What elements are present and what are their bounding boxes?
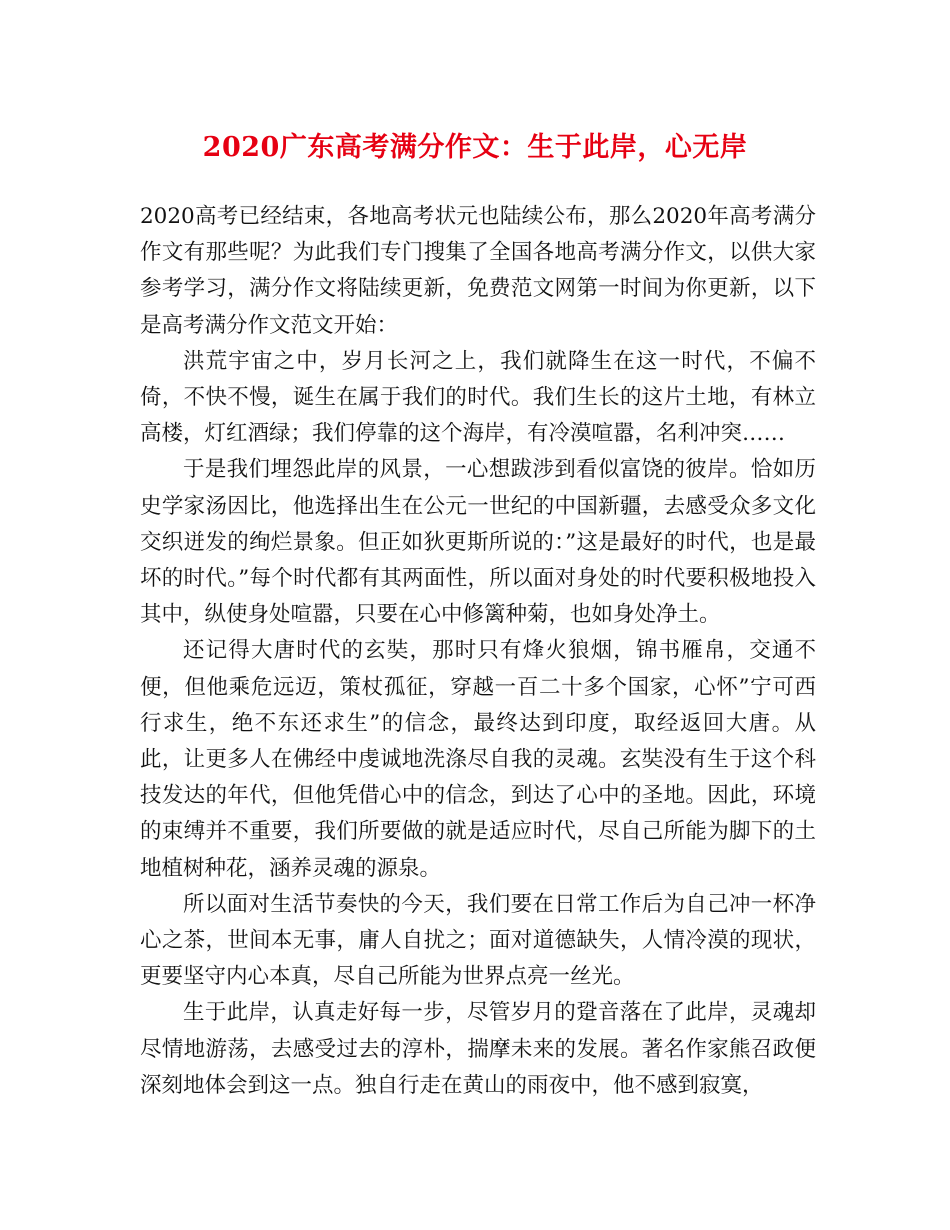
body-paragraph: 洪荒宇宙之中，岁月长河之上，我们就降生在这一时代，不偏不倚，不快不慢，诞生在属于我们的时代。我们生长的这片土地，有林立高楼，灯红酒绿；我们停靠的这个海岸，有冷漠喧嚣，名利冲突…… [140, 348, 816, 447]
body-paragraph: 还记得大唐时代的玄奘，那时只有烽火狼烟，锦书雁帛，交通不便，但他乘危远迈，策杖孤征，穿越一百二十多个国家，心怀”宁可西行求生，绝不东还求生”的信念，最终达到印度，取经返回大唐。从此，让更多人在佛经中虔诚地洗涤尽自我的灵魂。玄奘没有生于这个科技发达的年代，但他凭借心中的信念，到达了心中的圣地。因此，环境的束缚并不重要，我们所要做的就是适应时代，尽自己所能为脚下的土地植树种花，涵养灵魂的源泉。 [140, 638, 816, 881]
document-title: 2020广东高考满分作文：生于此岸，心无岸 [202, 132, 748, 163]
body-paragraph: 所以面对生活节奏快的今天，我们要在日常工作后为自己冲一杯净心之茶，世间本无事，庸人自扰之；面对道德缺失，人情冷漠的现状，更要坚守内心本真，尽自己所能为世界点亮一丝光。 [140, 891, 816, 990]
body-paragraph: 生于此岸，认真走好每一步，尽管岁月的跫音落在了此岸，灵魂却尽情地游荡，去感受过去的淳朴，揣摩未来的发展。著名作家熊召政便深刻地体会到这一点。独自行走在黄山的雨夜中，他不感到寂寞， [140, 1000, 816, 1098]
document-body [140, 199, 816, 1104]
body-paragraph: 于是我们埋怨此岸的风景，一心想跋涉到看似富饶的彼岸。恰如历史学家汤因比，他选择出生在公元一世纪的中国新疆，去感受众多文化交织迸发的绚烂景象。但正如狄更斯所说的：”这是最好的时代，也是最坏的时代。”每个时代都有其两面性，所以面对身处的时代要积极地投入其中，纵使身处喧嚣，只要在心中修篱种菊，也如身处净土。 [140, 457, 816, 628]
intro-paragraph: 2020高考已经结束，各地高考状元也陆续公布，那么2020年高考满分作文有那些呢？为此我们专门搜集了全国各地高考满分作文，以供大家参考学习，满分作文将陆续更新，免费范文网第一时间为你更新，以下是高考满分作文范文开始： [140, 204, 816, 338]
